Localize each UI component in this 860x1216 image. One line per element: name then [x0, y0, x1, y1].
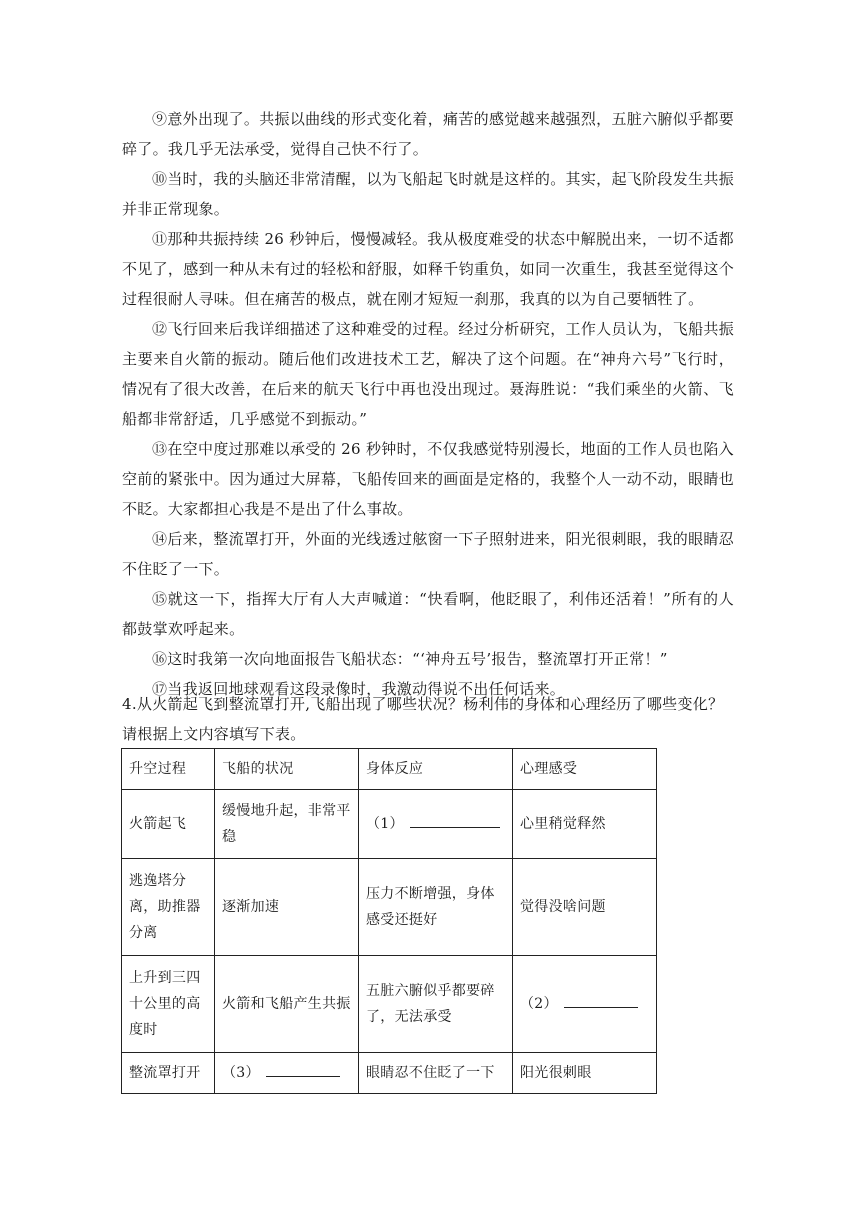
answer-blank-1[interactable] [410, 811, 500, 828]
paragraph-15: ⑮就这一下，指挥大厅有人大声喊道：“快看啊，他眨眼了，利伟还活着！”所有的人都鼓掌欢呼起来。 [122, 590, 734, 638]
table-row [122, 1053, 657, 1094]
table-row [122, 790, 657, 859]
cell-status: 火箭和飞船产生共振 [215, 956, 359, 1053]
cell-mind: 觉得没啥问题 [513, 859, 657, 956]
paragraph-14: ⑭后来，整流罩打开，外面的光线透过舷窗一下子照射进来，阳光很刺眼，我的眼睛忍不住眨了一下。 [122, 530, 734, 578]
cell-stage: 火箭起飞 [122, 790, 215, 859]
cell-body: 五脏六腑似乎都要碎了，无法承受 [359, 956, 513, 1053]
blank-label-1: （1） [366, 816, 404, 832]
cell-mind [513, 956, 657, 1053]
cell-stage: 上升到三四十公里的高度时 [122, 956, 215, 1053]
header-body: 身体反应 [359, 749, 513, 790]
cell-body: 压力不断增强，身体感受还挺好 [359, 859, 513, 956]
answer-blank-3[interactable] [266, 1060, 340, 1077]
table-row [122, 956, 657, 1053]
paragraph-13: ⑬在空中度过那难以承受的 26 秒钟时，不仅我感觉特别漫长，地面的工作人员也陷入空前的紧张中。因为通过大屏幕，飞船传回来的画面是定格的，我整个人一动不动，眼睛也不眨。大家都担心我是不是出了什么事故。 [122, 440, 735, 518]
paragraph-17: ⑰当我返回地球观看这段录像时，我激动得说不出任何话来。 [152, 680, 566, 698]
cell-body: 眼睛忍不住眨了一下 [359, 1053, 513, 1094]
blank-label-3: （3） [222, 1065, 260, 1081]
cell-mind: 阳光很刺眼 [513, 1053, 657, 1094]
cell-body [359, 790, 513, 859]
header-stage: 升空过程 [122, 749, 215, 790]
cell-mind: 心里稍觉释然 [513, 790, 657, 859]
question-4: 4.从火箭起飞到整流罩打开,飞船出现了哪些状况？杨利伟的身体和心理经历了哪些变化？请根据上文内容填写下表。 [122, 695, 724, 743]
paragraph-12: ⑫飞行回来后我详细描述了这种难受的过程。经过分析研究，工作人员认为，飞船共振主要来自火箭的振动。随后他们改进技术工艺，解决了这个问题。在“神舟六号”飞行时，情况有了很大改善，在后来的航天飞行中再也没出现过。聂海胜说：“我们乘坐的火箭、飞船都非常舒适，几乎感觉不到振动。” [122, 320, 734, 428]
paragraph-16: ⑯这时我第一次向地面报告飞船状态：“‘神舟五号’报告，整流罩打开正常！” [152, 650, 668, 668]
answer-table [121, 748, 657, 1094]
cell-status [215, 1053, 359, 1094]
table-header-row [122, 749, 657, 790]
cell-stage: 逃逸塔分离，助推器分离 [122, 859, 215, 956]
blank-label-2: （2） [520, 996, 558, 1012]
answer-blank-2[interactable] [564, 991, 638, 1008]
paragraph-9: ⑨意外出现了。共振以曲线的形式变化着，痛苦的感觉越来越强烈，五脏六腑似乎都要碎了。我几乎无法承受，觉得自己快不行了。 [122, 110, 734, 158]
cell-status: 逐渐加速 [215, 859, 359, 956]
cell-stage: 整流罩打开 [122, 1053, 215, 1094]
table-row [122, 859, 657, 956]
header-mind: 心理感受 [513, 749, 657, 790]
header-status: 飞船的状况 [215, 749, 359, 790]
paragraph-11: ⑪那种共振持续 26 秒钟后，慢慢减轻。我从极度难受的状态中解脱出来，一切不适都不见了，感到一种从未有过的轻松和舒服，如释千钧重负，如同一次重生，我甚至觉得这个过程很耐人寻味。但在痛苦的极点，就在刚才短短一刹那，我真的以为自己要牺牲了。 [122, 230, 735, 308]
paragraph-10: ⑩当时，我的头脑还非常清醒，以为飞船起飞时就是这样的。其实，起飞阶段发生共振并非正常现象。 [122, 170, 734, 218]
article-body [122, 104, 734, 704]
cell-status: 缓慢地升起，非常平稳 [215, 790, 359, 859]
